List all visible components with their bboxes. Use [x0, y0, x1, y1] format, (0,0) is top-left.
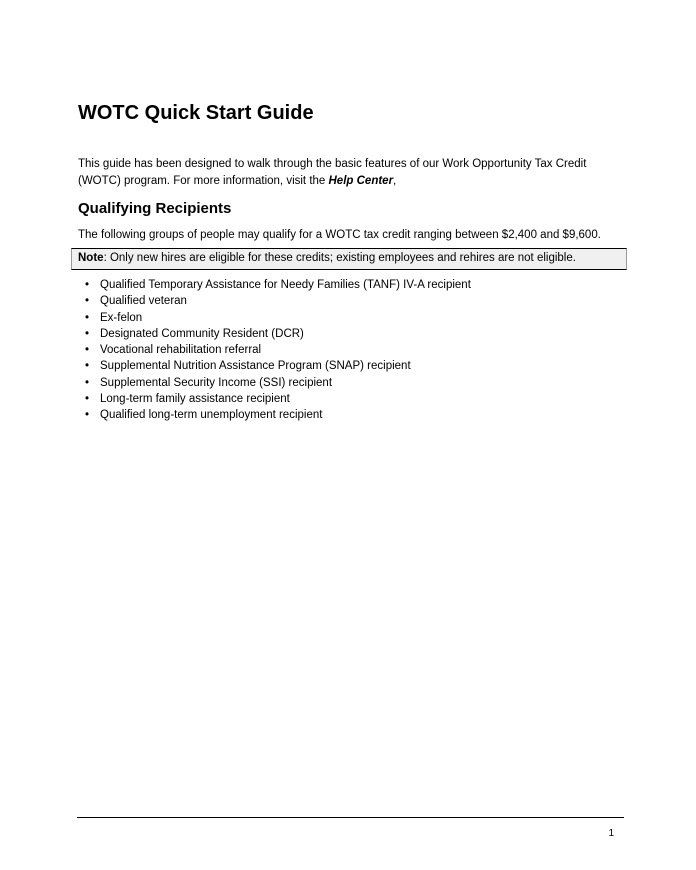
document-title: WOTC Quick Start Guide [78, 102, 314, 124]
bullet-icon: • [85, 311, 90, 324]
bullet-icon: • [85, 376, 90, 389]
list-item [78, 293, 624, 309]
page-number: 1 [608, 828, 614, 839]
list-item [78, 310, 624, 326]
list-item [78, 277, 624, 293]
list-item-text: Vocational rehabilitation referral [100, 344, 262, 357]
list-item-text: Qualified Temporary Assistance for Needy Families (TANF) IV-A recipient [100, 279, 471, 291]
bullet-icon: • [85, 393, 90, 406]
bullet-icon: • [85, 295, 90, 308]
list-item [78, 326, 624, 342]
note-text: : Only new hires are eligible for these credits; existing employees and rehires are not eligible. [103, 252, 576, 264]
intro-text: This guide has been designed to walk through the basic features of our Work Opportunity Tax Credit (WOTC) program. For more information, visit the [78, 158, 587, 187]
list-item-text: Supplemental Security Income (SSI) recipient [100, 376, 333, 389]
list-item [78, 375, 624, 391]
intro-text-trailing: , [393, 174, 397, 187]
list-item [78, 391, 624, 407]
bullet-icon: • [85, 279, 90, 291]
list-item [78, 358, 624, 374]
list-item [78, 342, 624, 358]
section-lead-paragraph: The following groups of people may qualify for a WOTC tax credit ranging between $2,400 and $9,600. [78, 229, 601, 241]
list-item-text: Qualified long-term unemployment recipient [100, 409, 323, 422]
list-item-text: Designated Community Resident (DCR) [100, 327, 304, 340]
bullet-icon: • [85, 327, 90, 340]
section-heading-qualifying-recipients: Qualifying Recipients [78, 200, 232, 217]
list-item-text: Long-term family assistance recipient [100, 393, 290, 406]
list-item-text: Ex-felon [100, 311, 143, 324]
intro-paragraph [78, 156, 624, 189]
bullet-icon: • [85, 344, 90, 357]
bullet-icon: • [85, 409, 90, 422]
footer-divider [77, 817, 624, 818]
list-item-text: Supplemental Nutrition Assistance Program (SNAP) recipient [100, 360, 411, 373]
list-item-text: Qualified veteran [100, 295, 187, 308]
list-item [78, 407, 624, 423]
bullet-icon: • [85, 360, 90, 373]
note-label: Note [78, 252, 104, 264]
qualifying-recipients-list [78, 277, 624, 424]
help-center-reference: Help Center [328, 174, 394, 187]
note-callout-box [71, 248, 627, 270]
